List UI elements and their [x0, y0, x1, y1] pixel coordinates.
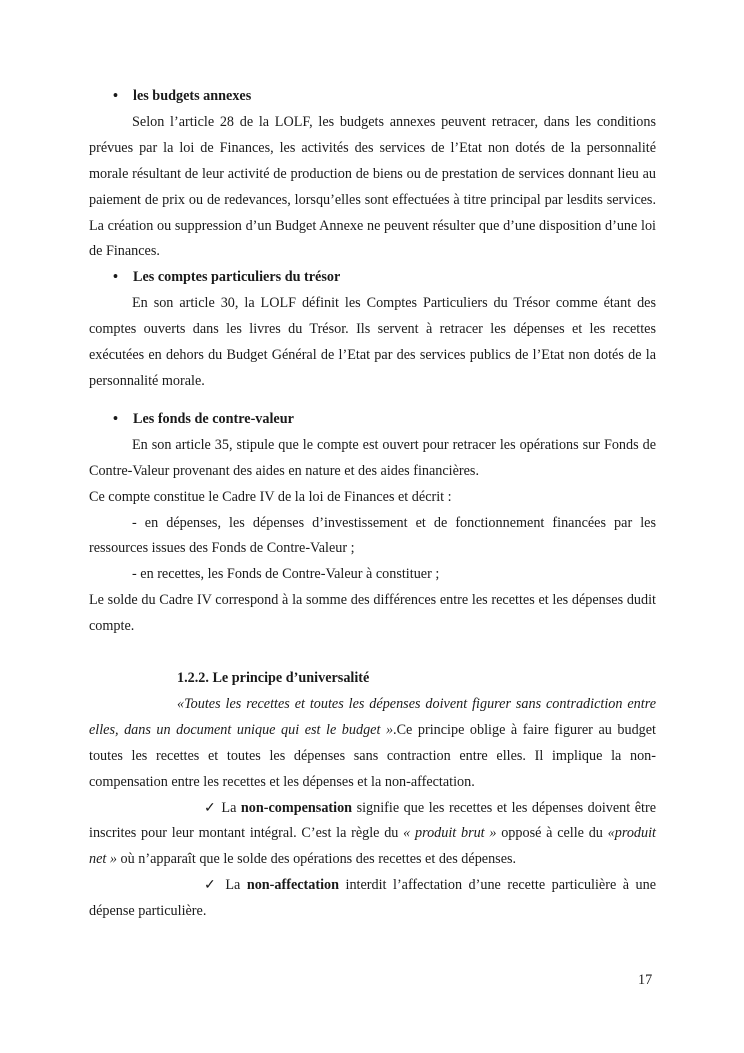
term-produit-net: «produit net » [89, 825, 656, 868]
paragraph-text: .Ce principe oblige à faire figurer au budget toutes les recettes et toutes les dépenses sans contraction entre elles. Il implique la non-compensation entre les recettes et les dépenses et la non-affectation. [89, 721, 656, 790]
list-item-depenses: - en dépenses, les dépenses d’investissement et de fonctionnement financées par les ressources issues des Fonds de Contre-Valeur ; [89, 514, 656, 557]
bullet-icon: • [113, 88, 118, 104]
heading-text: Les fonds de contre-valeur [133, 410, 294, 427]
heading-budgets-annexes [113, 84, 656, 110]
paragraph-cadre-iv: Ce compte constitue le Cadre IV de la loi de Finances et décrit : [89, 488, 452, 505]
heading-text: Les comptes particuliers du trésor [133, 269, 341, 286]
quote-text: «Toutes les recettes et toutes les dépenses doivent figurer sans contradiction entre elles, dans un document unique qui est le budget » [89, 695, 656, 738]
list-item-recettes: - en recettes, les Fonds de Contre-Valeur à constituer ; [132, 566, 440, 583]
paragraph-fonds-contre-valeur: En son article 35, stipule que le compte est ouvert pour retracer les opérations sur Fonds de Contre-Valeur provenant des aides en nature et des aides financières. [89, 436, 656, 479]
page-number: 17 [638, 972, 653, 988]
check-item-non-affectation: ✓ La non-affectation interdit l’affectation d’une recette particulière à une dépense particulière. [89, 877, 657, 920]
heading-text: les budgets annexes [133, 88, 252, 104]
check-icon: ✓ [204, 799, 217, 816]
section-title-universalite: 1.2.2. Le principe d’universalité [177, 670, 370, 687]
heading-fonds-contre-valeur [113, 407, 656, 433]
paragraph-budgets-annexes: Selon l’article 28 de la LOLF, les budgets annexes peuvent retracer, dans les conditions prévues par la loi de Finances, les activités des services de l’Etat non dotés de la personnalité morale résultant de leur activité de production de biens ou de prestation de services donnant lieu au paiement de prix ou de redevances, lorsqu’elles sont effectuées à titre principal par lesdits services. La création ou suppression d’un Budget Annexe ne peuvent résulter que d’une disposition d’une loi de Finances. [89, 113, 656, 260]
bullet-icon: • [113, 269, 118, 286]
document-page [89, 84, 656, 925]
term-non-compensation: non-compensation [240, 799, 353, 816]
check-item-non-compensation: ✓ La non-compensation signifie que les recettes et les dépenses doivent être inscrites pour leur montant intégral. C’est la règle du « produit brut » opposé à celle du «produit net » où n’apparaît que le solde des opérations des recettes et des dépenses. [89, 799, 656, 868]
heading-comptes-particuliers [113, 265, 656, 291]
check-icon: ✓ [204, 877, 219, 894]
paragraph-universalite [89, 692, 656, 796]
bullet-icon: • [113, 410, 118, 427]
term-produit-brut: « produit brut » [403, 825, 497, 842]
paragraph-solde: Le solde du Cadre IV correspond à la somme des différences entre les recettes et les dépenses dudit compte. [89, 592, 656, 635]
term-non-affectation: non-affectation [246, 877, 340, 894]
paragraph-comptes-particuliers: En son article 30, la LOLF définit les Comptes Particuliers du Trésor comme étant des comptes ouverts dans les livres du Trésor. Ils servent à retracer les dépenses et les recettes exécutées en dehors du Budget Général de l’Etat par des services publics de l’Etat non dotés de la personnalité morale. [89, 295, 656, 389]
